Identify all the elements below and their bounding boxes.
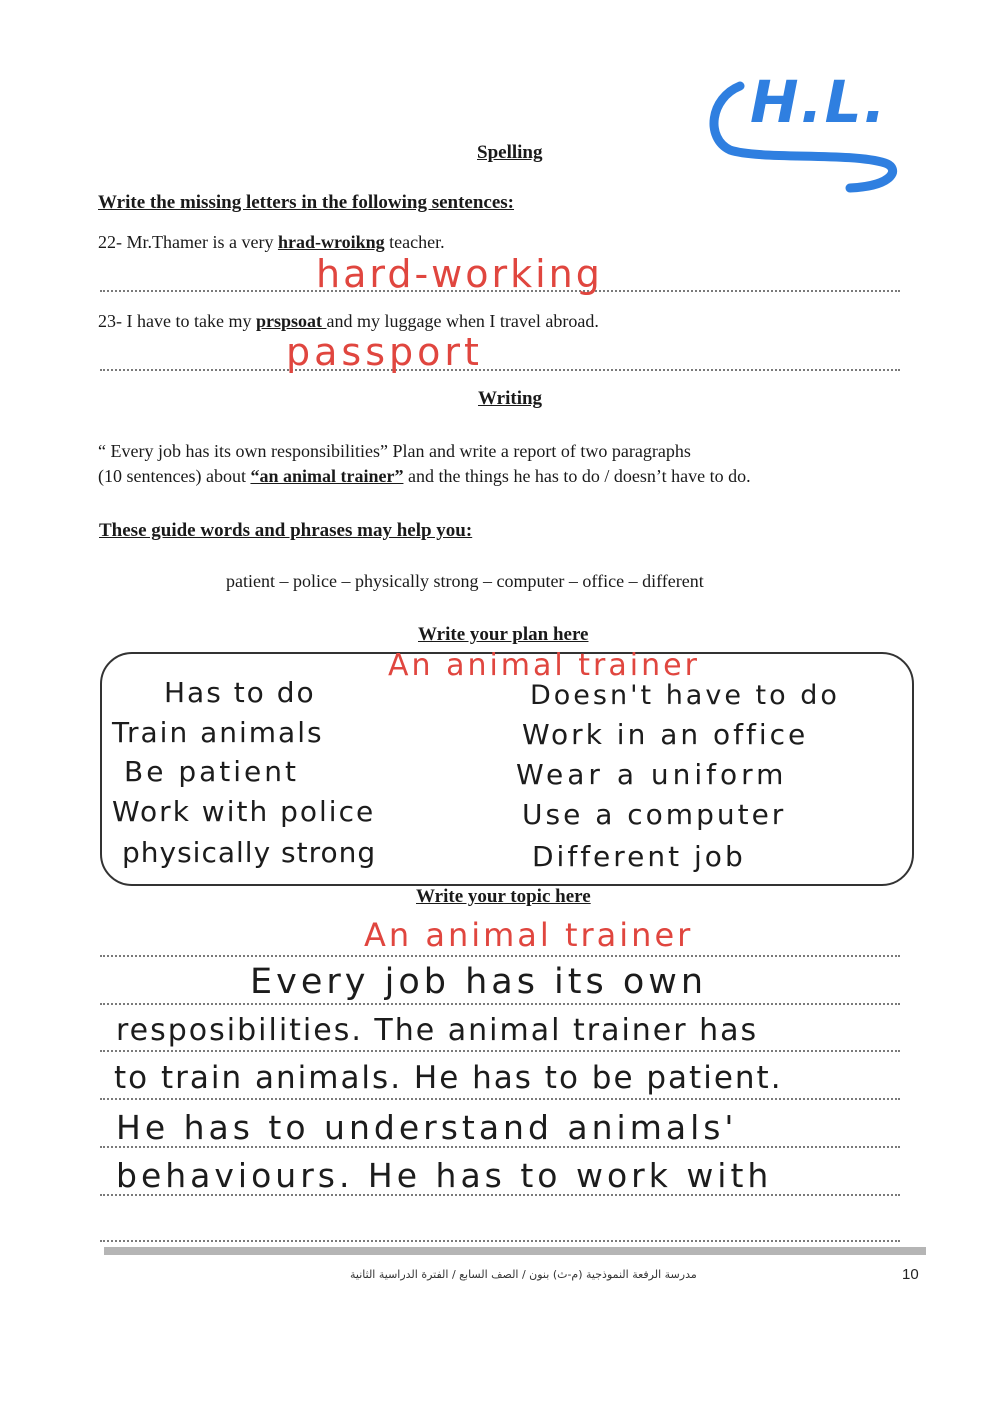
topic-sentence: resposibilities. The animal trainer has (116, 1013, 759, 1048)
q23-answer-line (100, 369, 900, 371)
plan-left-item: Be patient (124, 755, 299, 788)
plan-left-item: Train animals (112, 716, 324, 749)
plan-left-item: Work with police (112, 795, 376, 828)
prompt-2-prefix: (10 sentences) about (98, 466, 251, 486)
topic-line (100, 1240, 900, 1242)
plan-right-item: Wear a uniform (516, 758, 788, 791)
plan-right-header: Doesn't have to do (530, 680, 840, 711)
q23-answer: passport (286, 330, 483, 374)
footer-school: مدرسة الرفعة النموذجية (م-ث) بنون / الصف السابع / الفترة الدراسية الثانية (350, 1268, 697, 1281)
topic-line (100, 1098, 900, 1100)
hl-logo (700, 68, 920, 198)
question-23 (98, 311, 599, 332)
spelling-title: Spelling (477, 142, 543, 163)
prompt-2-topic: “an animal trainer” (250, 466, 404, 486)
plan-right-item: Different job (532, 840, 746, 873)
guide-title: These guide words and phrases may help you: (99, 520, 473, 541)
plan-title: Write your plan here (418, 624, 589, 645)
plan-left-header: Has to do (164, 676, 316, 709)
q22-suffix: teacher. (384, 232, 445, 252)
topic-heading: An animal trainer (364, 916, 694, 954)
topic-sentence: behaviours. He has to work with (116, 1156, 773, 1195)
logo-text: H.L. (750, 68, 888, 136)
plan-right-item: Work in an office (522, 718, 809, 751)
topic-sentence: to train animals. He has to be patient. (114, 1060, 783, 1096)
plan-right-item: Use a computer (522, 798, 787, 831)
page-number: 10 (902, 1266, 919, 1283)
q23-suffix: and my luggage when I travel abroad. (326, 311, 599, 331)
topic-line (100, 1050, 900, 1052)
q22-word: hrad-wroikng (277, 232, 385, 252)
prompt-2-suffix: and the things he has to do / doesn’t have to do. (403, 466, 751, 486)
spelling-instruction: Write the missing letters in the following sentences: (98, 192, 515, 213)
footer-bar (104, 1247, 926, 1255)
writing-prompt-line-2 (98, 466, 751, 487)
topic-line (100, 1003, 900, 1005)
q22-answer: hard-working (316, 252, 603, 296)
q22-prefix: 22- Mr.Thamer is a very (98, 232, 278, 252)
topic-sentence: Every job has its own (250, 962, 708, 1002)
q23-word: prspsoat (255, 311, 327, 331)
topic-title: Write your topic here (416, 886, 591, 907)
plan-heading: An animal trainer (388, 648, 700, 683)
topic-sentence: He has to understand animals' (116, 1108, 738, 1147)
writing-title: Writing (478, 388, 543, 409)
topic-line (100, 955, 900, 957)
q23-prefix: 23- I have to take my (98, 311, 256, 331)
writing-prompt-line-1: “ Every job has its own responsibilities” Plan and write a report of two paragraphs (98, 441, 691, 461)
question-22 (98, 232, 445, 253)
plan-left-item: physically strong (122, 836, 377, 869)
guide-words: patient – police – physically strong – computer – office – different (226, 571, 704, 591)
